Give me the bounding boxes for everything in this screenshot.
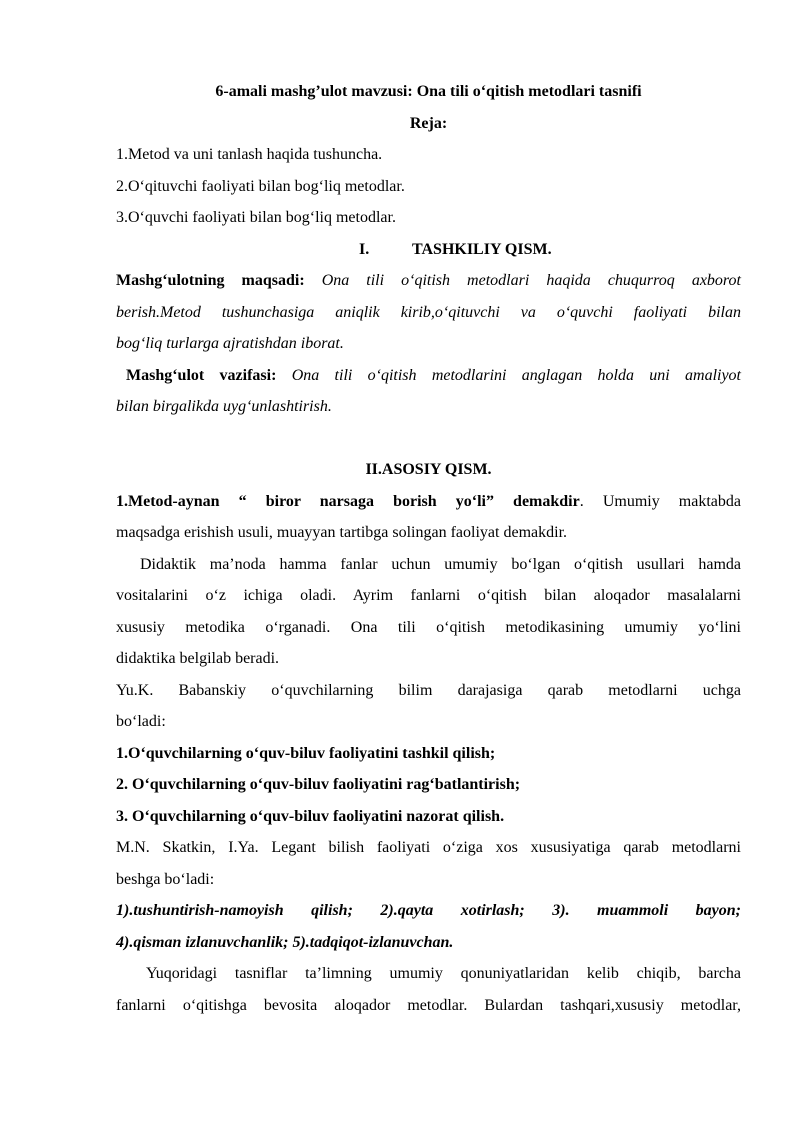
- reja-heading: Reja:: [409, 114, 448, 132]
- metod-text: maqsadga erishish usuli, muayyan tartibga solingan faoliyat demakdir.: [116, 524, 568, 541]
- yuqoridagi-text: fanlarni o‘qitishga bevosita aloqador metodlar. Bulardan tashqari,xususiy metodlar,: [116, 996, 741, 1014]
- didaktik-text: Didaktik ma’noda hamma fanlar uchun umumiy bo‘lgan o‘qitish usullari hamda: [140, 555, 741, 573]
- maqsad-paragraph-line: [116, 265, 741, 297]
- maqsad-text: berish.Metod tushunchasiga aniqlik kirib,o‘qituvchi va o‘quvchi faoliyati bilan: [116, 303, 741, 321]
- section-title: TASHKILIY QISM.: [412, 240, 552, 258]
- maqsad-label: Mashg‘ulotning maqsadi:: [116, 272, 305, 289]
- maqsad-text: Ona tili o‘qitish metodlari haqida chuqurroq axborot: [304, 272, 741, 289]
- metod-paragraph-line: [116, 486, 741, 518]
- reja-item: 3.O‘quvchi faoliyati bilan bog‘liq metodlar.: [116, 209, 396, 226]
- skatkin-list: 1).tushuntirish-namoyish qilish; 2).qayta xotirlash; 3). muammoli bayon;: [116, 902, 741, 919]
- reja-item: 2.O‘qituvchi faoliyati bilan bog‘liq metodlar.: [116, 177, 405, 195]
- babanskiy-text: bo‘ladi:: [116, 713, 166, 730]
- section-heading-tashkiliy: [116, 234, 741, 266]
- yuqoridagi-text: Yuqoridagi tasniflar ta’limning umumiy qonuniyatlaridan kelib chiqib, barcha: [146, 965, 741, 982]
- section-heading-asosiy: II.ASOSIY QISM.: [365, 461, 492, 478]
- didaktik-text: didaktika belgilab beradi.: [116, 650, 280, 667]
- section-number: I.: [359, 240, 370, 258]
- didaktik-text: vositalarini o‘z ichiga oladi. Ayrim fanlarni o‘qitish bilan aloqador masalalarni: [116, 587, 741, 604]
- babanskiy-list-item: 2. O‘quvchilarning o‘quv-biluv faoliyatini rag‘batlantirish;: [116, 776, 521, 793]
- babanskiy-list-item: 1.O‘quvchilarning o‘quv-biluv faoliyatini tashkil qilish;: [116, 744, 496, 762]
- skatkin-text: M.N. Skatkin, I.Ya. Legant bilish faoliyati o‘ziga xos xususiyatiga qarab metodlarni: [116, 839, 741, 856]
- didaktik-text: xususiy metodika o‘rganadi. Ona tili o‘qitish metodikasining umumiy yo‘lini: [116, 618, 741, 636]
- vazifa-paragraph-line: [116, 360, 741, 392]
- skatkin-list: 4).qisman izlanuvchanlik; 5).tadqiqot-izlanuvchan.: [116, 933, 454, 951]
- vazifa-text: Ona tili o‘qitish metodlarini anglagan holda uni amaliyot: [276, 366, 741, 384]
- vazifa-text: bilan birgalikda uyg‘unlashtirish.: [116, 398, 332, 415]
- vazifa-label: Mashg‘ulot vazifasi:: [126, 366, 277, 384]
- skatkin-text: beshga bo‘ladi:: [116, 870, 215, 888]
- metod-text: . Umumiy maktabda: [579, 492, 741, 510]
- maqsad-text: bog‘liq turlarga ajratishdan iborat.: [116, 335, 344, 352]
- document-title: 6-amali mashg’ulot mavzusi: Ona tili o‘qitish metodlari tasnifi: [215, 83, 642, 100]
- metod-definition: 1.Metod-aynan “ biror narsaga borish yo‘li” demakdir: [116, 492, 580, 510]
- babanskiy-list-item: 3. O‘quvchilarning o‘quv-biluv faoliyatini nazorat qilish.: [116, 807, 505, 825]
- reja-item: 1.Metod va uni tanlash haqida tushuncha.: [116, 146, 383, 163]
- babanskiy-text: Yu.K. Babanskiy o‘quvchilarning bilim darajasiga qarab metodlarni uchga: [116, 681, 741, 699]
- document-page: [116, 76, 741, 1021]
